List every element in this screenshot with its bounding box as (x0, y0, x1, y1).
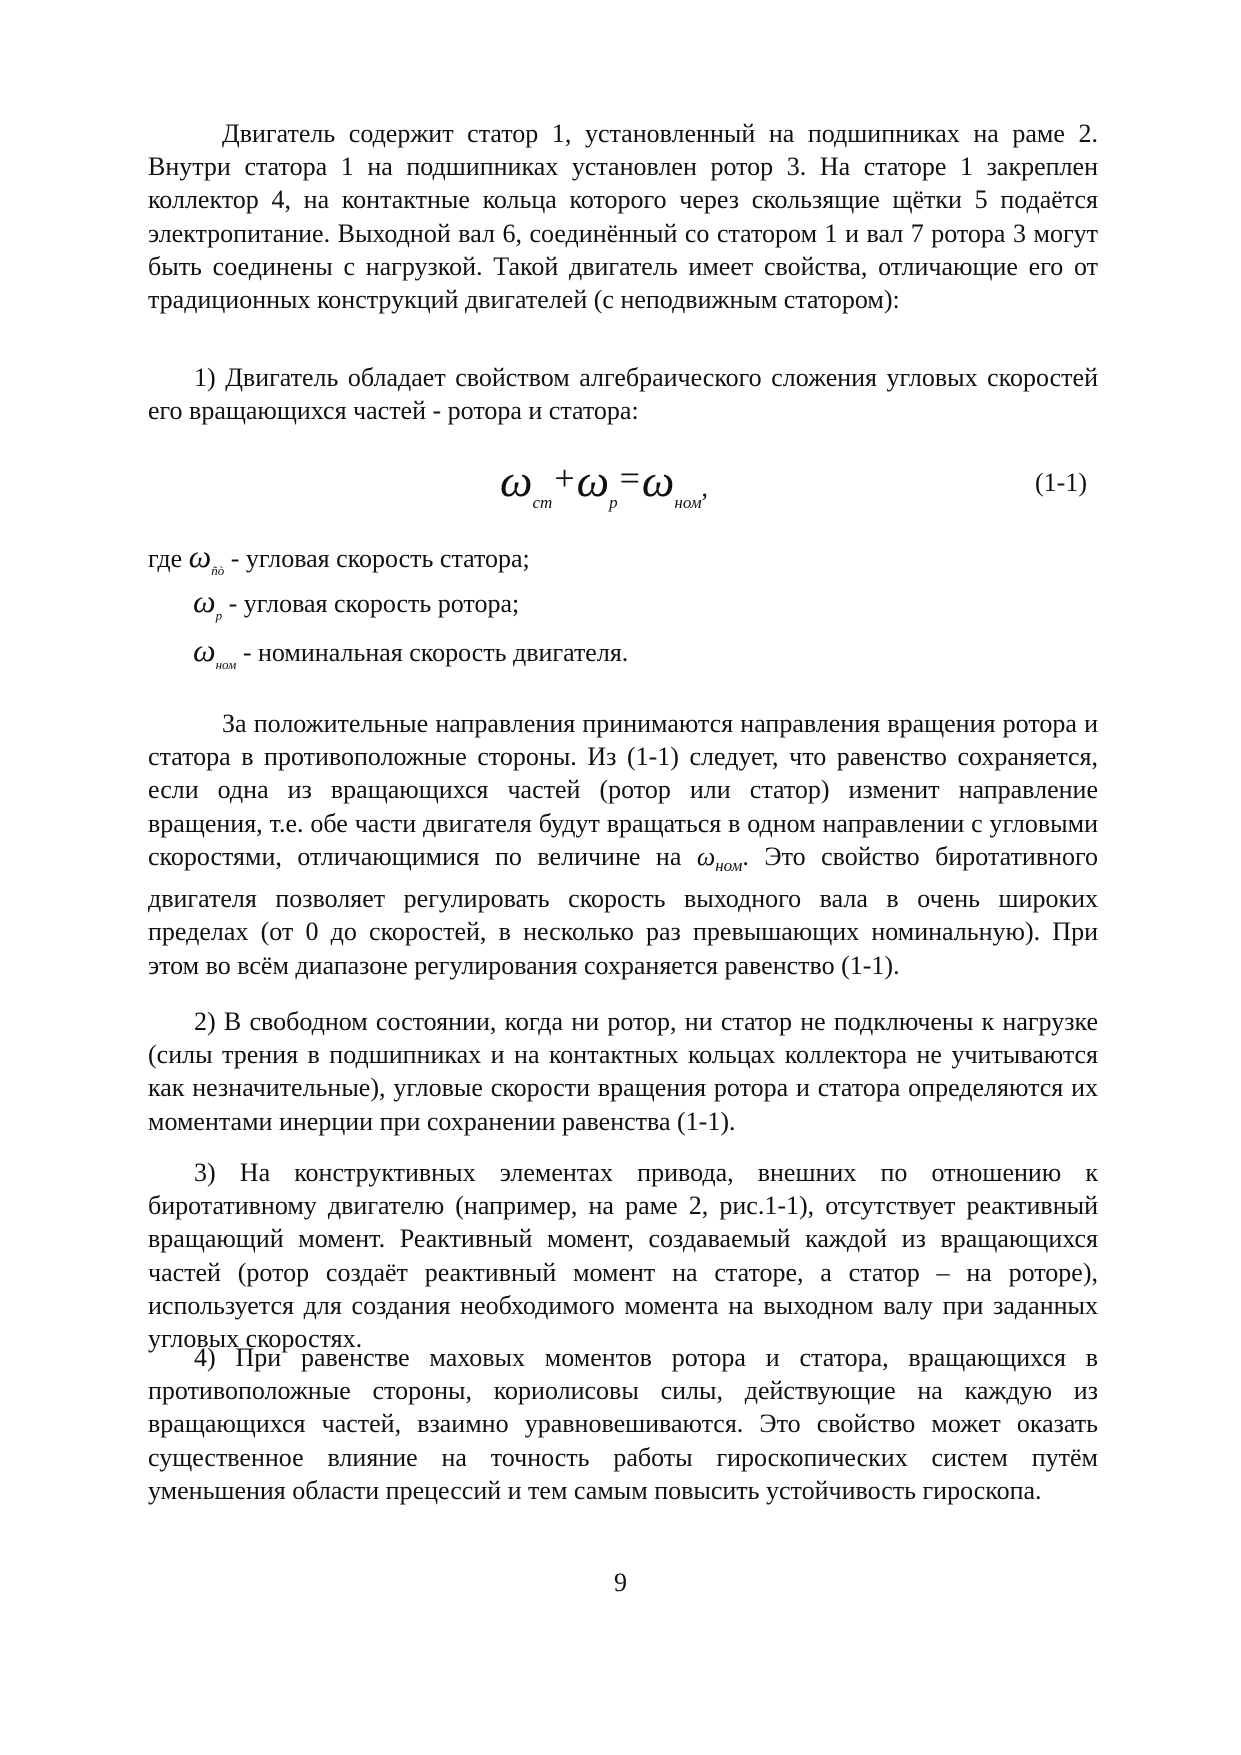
omega-symbol: ω (188, 538, 212, 574)
subscript-r: р (609, 493, 618, 512)
subscript-st: ст (532, 493, 553, 512)
paragraph-property-4 (148, 1341, 1098, 1507)
subscript-r: р (215, 608, 223, 623)
definition-rotor (193, 583, 519, 624)
paragraph-property-2 (148, 1005, 1098, 1138)
paragraph-text-part: . Это свойство биротативного двигателя позволяет регулировать скорость выходного вала в очень широких пределах (от 0 до скоростей, в несколько раз превышающих номинальную). При этом во всём диапазоне регулирования сохраняется равенство (1-1). (148, 841, 1098, 980)
paragraph-property-3 (148, 1156, 1098, 1355)
definition-nominal (193, 632, 628, 673)
plus-sign: + (554, 458, 575, 498)
paragraph-text: 1) Двигатель обладает свойством алгебраического сложения угловых скоростей его вращающихся частей - ротора и статора: (148, 363, 1098, 426)
definition-text: - угловая скорость ротора; (228, 589, 520, 618)
omega-symbol: ω (641, 455, 675, 506)
paragraph-text: Двигатель содержит статор 1, установленный на подшипниках на раме 2. Внутри статора 1 на подшипниках установлен ротор 3. На статоре 1 закреплен коллектор 4, на контактные кольца которого через скользящие щётки 5 подаётся электропитание. Выходной вал 6, соединённый со статором 1 и вал 7 ротора 3 могут быть соединены с нагрузкой. Такой двигатель имеет свойства, отличающие его от традиционных конструкций двигателей (с неподвижным статором): (148, 119, 1098, 315)
paragraph-text: 4) При равенстве маховых моментов ротора и статора, вращающихся в противоположные стороны, кориолисовы силы, действующие на каждую из вращающихся частей, взаимно уравновешиваются. Это свойство может оказать существенное влияние на точность работы гироскопических систем путём уменьшения области прецессий и тем самым повысить устойчивость гироскопа. (148, 1343, 1098, 1505)
paragraph-property-1 (148, 361, 1098, 427)
equals-sign: = (619, 458, 640, 498)
paragraph-text (148, 707, 1098, 982)
omega-symbol: ω (193, 583, 216, 619)
paragraph-text: 3) На конструктивных элементах привода, внешних по отношению к биротативному двигателю (например, на раме 2, рис.1-1), отсутствует реактивный вращающий момент. Реактивный момент, создаваемый каждой из вращающихся частей (ротор создаёт реактивный момент на статоре, а статор – на роторе), используется для создания необходимого момента на выходном валу при заданных угловых скоростях. (148, 1158, 1098, 1354)
omega-symbol: ω (696, 841, 716, 871)
subscript-nom: ном (215, 657, 237, 672)
equation-1-1 (500, 454, 708, 513)
paragraph-text: 2) В свободном состоянии, когда ни ротор, ни статор не подключены к нагрузке (силы трения в подшипниках и на контактных кольцах коллектора не учитываются как незначительные), угловые скорости вращения ротора и статора определяются их моментами инерции при сохранении равенства (1-1). (148, 1007, 1098, 1136)
equation-comma: , (701, 473, 709, 502)
omega-symbol: ω (193, 632, 216, 668)
where-word: где (148, 544, 183, 573)
page-number: 9 (614, 1568, 627, 1597)
subscript-nom: ном (674, 493, 702, 512)
subscript-nom: ном (715, 856, 743, 875)
paragraph-text-part: За положительные направления принимаются направления вращения ротора и статора в противоположные стороны. Из (1-1) следует, что равенство сохраняется, если одна из вращающихся частей (ротор или статор) изменит направление вращения, т.е. обе части двигателя будут вращаться в одном направлении с угловыми скоростями, отличающимися по величине на (148, 709, 1098, 871)
equation-number: (1-1) (1035, 468, 1087, 497)
omega-symbol: ω (576, 455, 610, 506)
paragraph-positive-directions (148, 707, 1098, 982)
omega-symbol: ω (500, 455, 533, 506)
inline-omega-nom (696, 841, 743, 875)
definition-stator (148, 538, 530, 579)
definition-text: - номинальная скорость двигателя. (242, 638, 629, 667)
paragraph-motor-description (148, 117, 1098, 316)
subscript-garbled: ñò (211, 563, 225, 578)
definition-text: - угловая скорость статора; (230, 544, 530, 573)
